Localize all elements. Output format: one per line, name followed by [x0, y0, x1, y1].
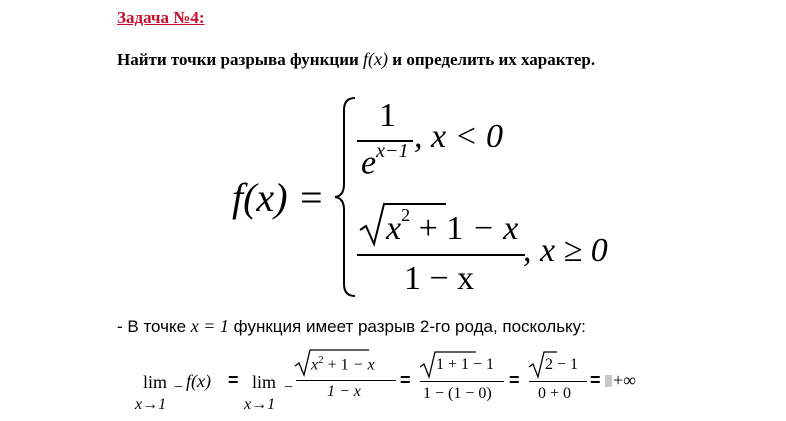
task-title: Задача №4:: [117, 8, 205, 27]
frac2-denominator: 1 − (1 − 0): [423, 385, 492, 402]
case1-den-exp: x−1: [376, 140, 409, 162]
case2-num-base: x: [386, 210, 402, 247]
frac1-denominator: 1 − x: [327, 383, 361, 400]
task-function: f(x): [363, 49, 389, 69]
frac3-denominator: 0 + 0: [538, 385, 572, 402]
task-suffix: и определить их характер.: [388, 50, 596, 69]
eq-sign-2: =: [400, 370, 411, 390]
case1-denominator: [361, 140, 409, 182]
eq-sign-4: =: [590, 370, 601, 390]
lim1-sub: x→1: [135, 396, 167, 413]
lim1-side: −: [174, 379, 184, 396]
frac3-bar: [529, 381, 587, 382]
frac1-numerator: [311, 354, 375, 374]
statement-prefix: - В точке: [117, 317, 191, 336]
frac3-num-tail: − 1: [553, 356, 579, 373]
placeholder-box-icon: [605, 375, 612, 387]
frac1-num-tail: − x: [348, 356, 375, 374]
eq-sign-1: =: [228, 370, 239, 390]
statement-suffix: функция имеет разрыв 2-го рода, поскольку:: [228, 317, 586, 336]
frac1-bar: [296, 380, 396, 381]
task-statement: [117, 49, 595, 70]
statement-point: x = 1: [190, 316, 229, 336]
frac3-numerator: [545, 356, 578, 374]
case2-num-tail: − x: [463, 210, 519, 247]
frac2-num-tail: − 1: [469, 356, 495, 373]
frac2-num-sqrt: 1 + 1: [436, 356, 470, 373]
case2-num-rest: + 1: [410, 210, 464, 247]
case2-denominator: 1 − x: [404, 260, 475, 297]
lim2-sub: x→1: [244, 396, 276, 413]
case2-condition: , x ≥ 0: [523, 232, 608, 269]
curly-brace: [333, 96, 359, 298]
frac2-bar: [420, 381, 504, 382]
case1-den-base: e: [361, 144, 377, 182]
frac1-num-exp: 2: [318, 354, 324, 366]
frac3-num-sqrt: 2: [545, 356, 553, 373]
lim1-label: lim: [143, 372, 168, 392]
case2-num-exp: 2: [401, 204, 411, 225]
frac2-numerator: [436, 356, 494, 374]
statement-line: [117, 316, 586, 337]
case2-fraction-bar: [357, 254, 525, 256]
frac1-num-rest: + 1: [323, 356, 349, 374]
eq-sign-3: =: [509, 370, 520, 390]
frac1-num-base: x: [311, 356, 319, 374]
definition-lhs: f(x) =: [232, 175, 325, 220]
limit-result: +∞: [613, 370, 636, 390]
case1-condition: , x < 0: [414, 118, 504, 155]
task-prefix: Найти точки разрыва функции: [117, 50, 364, 69]
lim2-label: lim: [252, 372, 277, 392]
case1-numerator: 1: [379, 97, 396, 134]
limit-fx: f(x): [186, 371, 211, 391]
case2-numerator: [386, 204, 519, 248]
lim2-side: −: [284, 379, 294, 396]
